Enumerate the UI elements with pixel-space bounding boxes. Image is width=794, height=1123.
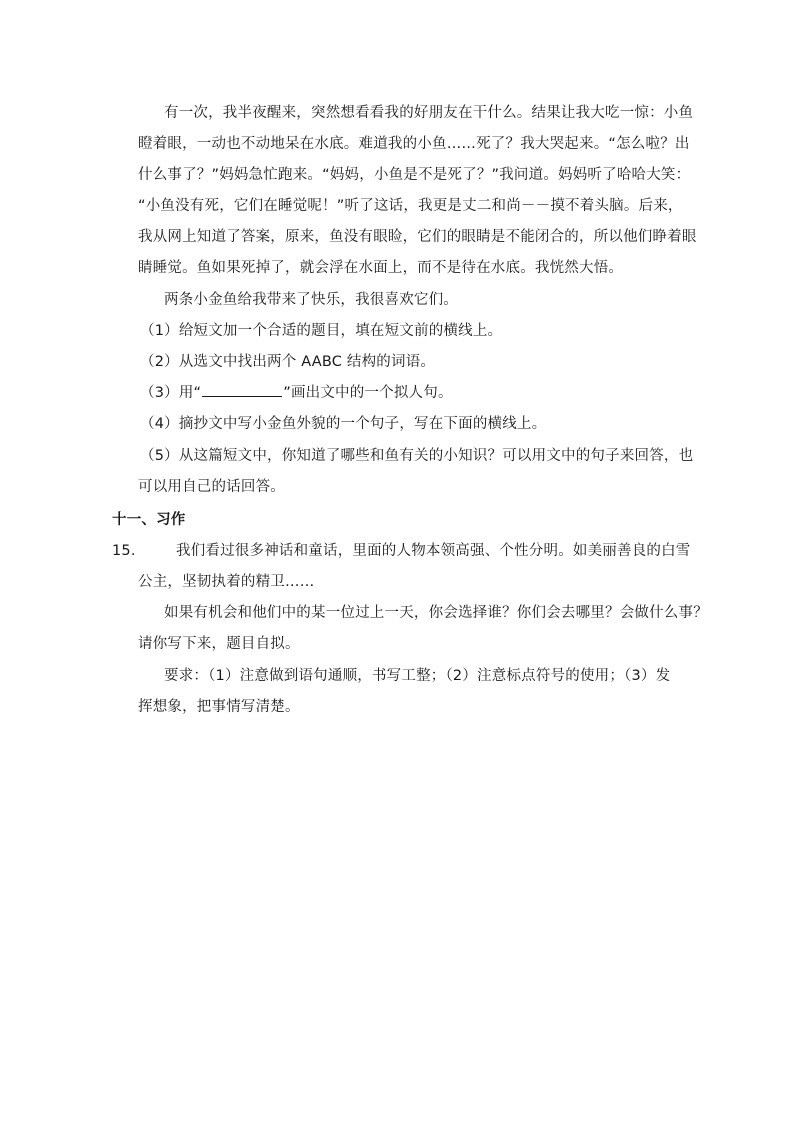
question-5-line-2: 可以用自己的话回答。: [138, 479, 285, 495]
question-1: （1）给短文加一个合适的题目，填在短文前的横线上。: [140, 323, 503, 339]
story-line-2: 瞪着眼，一动也不动地呆在水底。难道我的小鱼……死了？我大哭起来。“怎么啦？出: [138, 136, 690, 152]
section-title: 十一、习作: [112, 512, 186, 528]
story-line-5: 我从网上知道了答案，原来，鱼没有眼睑，它们的眼睛是不能闭合的，所以他们睁着眼: [138, 229, 697, 245]
essay-prompt-line-3: 如果有机会和他们中的某一位过上一天，你会选择谁？你们会去哪里？会做什么事？: [164, 605, 708, 621]
question-number: 15.: [112, 543, 136, 559]
question-4: （4）摘抄文中写小金鱼外貌的一个句子，写在下面的横线上。: [140, 416, 547, 432]
question-3: [140, 383, 453, 403]
question-2: （2）从选文中找出两个 AABC 结构的词语。: [140, 354, 436, 370]
story-line-6: 睛睡觉。鱼如果死掉了，就会浮在水面上，而不是待在水底。我恍然大悟。: [138, 260, 624, 276]
story-line-3: 什么事了？”妈妈急忙跑来。“妈妈，小鱼是不是死了？”我问道。妈妈听了哈哈大笑：: [138, 167, 691, 183]
essay-requirements-line-1: 要求：（1）注意做到语句通顺，书写工整；（2）注意标点符号的使用；（3）发: [164, 668, 671, 684]
question-3-suffix: ”画出文中的一个拟人句。: [283, 385, 453, 401]
question-5-line-1: （5）从这篇短文中，你知道了哪些和鱼有关的小知识？可以用文中的句子来回答，也: [140, 448, 694, 464]
essay-requirements-line-2: 挥想象，把事情写清楚。: [138, 699, 300, 715]
essay-prompt-line-2: 公主，坚韧执着的精卫……: [138, 574, 315, 590]
story-paragraph-2: 两条小金鱼给我带来了快乐，我很喜欢它们。: [164, 292, 458, 308]
underline-blank: [202, 384, 282, 397]
story-line-4: “小鱼没有死，它们在睡觉呢！”听了这话，我更是丈二和尚－－摸不着头脑。后来，: [138, 198, 683, 214]
essay-prompt-line-1: 我们看过很多神话和童话，里面的人物本领高强、个性分明。如美丽善良的白雪: [176, 543, 691, 559]
story-line-1: 有一次，我半夜醒来，突然想看看我的好朋友在干什么。结果让我大吃一惊：小鱼: [164, 105, 694, 121]
essay-prompt-line-4: 请你写下来，题目自拟。: [138, 636, 300, 652]
question-3-prefix: （3）用“: [140, 385, 202, 401]
